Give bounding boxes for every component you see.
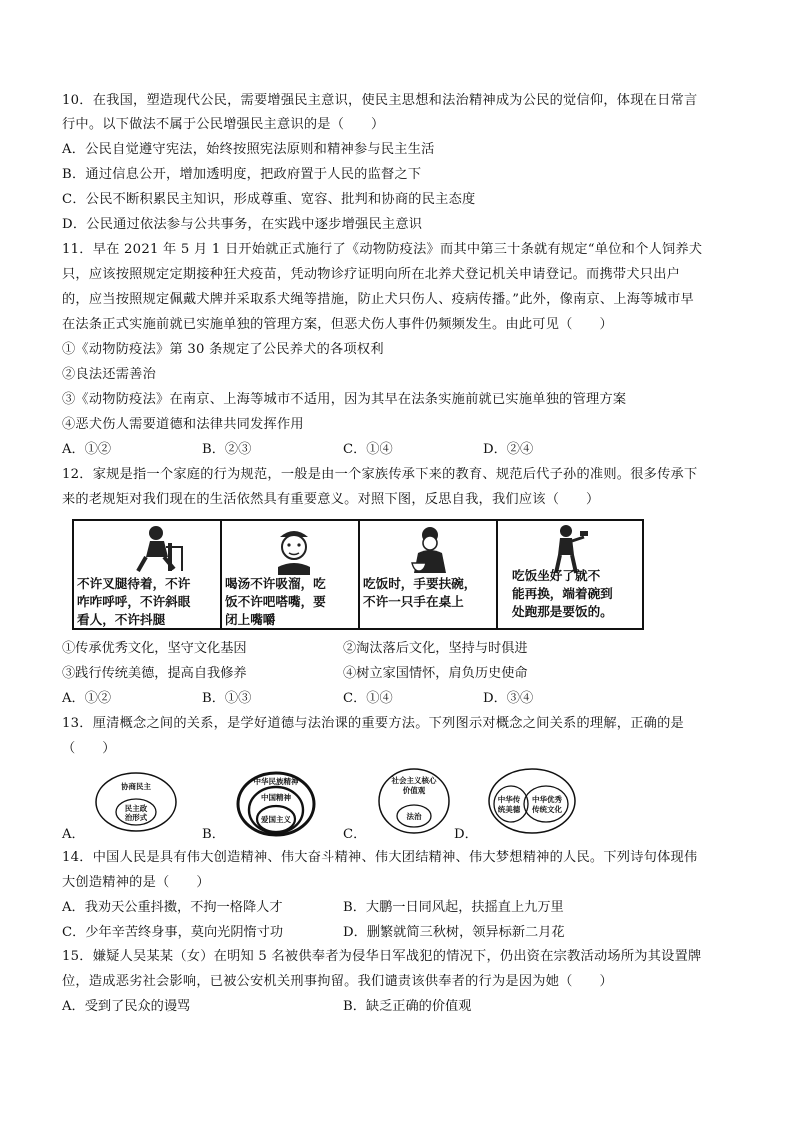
q14-stem-line-2: 大创造精神的是（ ） [62, 875, 210, 890]
comic-panel-2 [222, 521, 360, 628]
q11-statement-1: ①《动物防疫法》第 30 条规定了公民养犬的各项权利 [62, 342, 384, 357]
q12-choice-d: D．③④ [483, 691, 534, 706]
bowl-figure-illustration [402, 523, 458, 575]
q12-statement-1: ①传承优秀文化，坚守文化基因 [62, 641, 247, 656]
q11-stem-line-1: 11．早在 2021 年 5 月 1 日开始就正式施行了《动物防疫法》而其中第三十条就有规定“单位和个人饲养犬 [62, 242, 703, 257]
venn-c-outer-label-1: 社会主义核心 [391, 776, 437, 785]
q13-letter-d: D． [454, 827, 478, 842]
family-rules-comic-strip [72, 519, 644, 630]
q12-stem-line-1: 12．家规是指一个家庭的行为规范，一般是由一个家族传承下来的教育、规范后代子孙的准则。很多传承下 [62, 467, 698, 482]
venn-c-inner-label: 法治 [406, 812, 422, 821]
comic-panel-3 [360, 521, 498, 628]
q15-option-a: A．受到了民众的谩骂 [62, 999, 191, 1014]
q15-stem-line-1: 15．嫌疑人吴某某（女）在明知 5 名被供奉者为侵华日军战犯的情况下，仍出资在宗教活动场所为其设置牌 [62, 949, 702, 964]
q10-option-d: D．公民通过依法参与公共事务，在实践中逐步增强民主意识 [62, 217, 423, 232]
q10-option-c: C．公民不断积累民主知识，形成尊重、宽容、批判和协商的民主态度 [62, 192, 476, 207]
q11-choice-a: A．①② [62, 442, 112, 457]
comic-panel-4-caption: 吃饭坐好了就不 能再换，端着碗到 处跑那是要饭的。 [512, 568, 613, 619]
eating-figure-illustration [266, 523, 322, 575]
venn-diagram-b [234, 770, 320, 838]
q15-option-b: B．缺乏正确的价值观 [343, 999, 472, 1014]
q12-statement-2: ②淘汰落后文化，坚持与时俱进 [343, 641, 528, 656]
q11-stem-line-2: 只，应该按照规定定期接种狂犬疫苗，凭动物诊疗证明向所在北养犬登记机关申请登记。而携带犬只出户 [62, 267, 681, 282]
q11-choice-b: B．②③ [202, 442, 252, 457]
q11-stem-line-3: 的，应当按照规定佩戴犬牌并采取系犬绳等措施，防止犬只伤人、疫病传播。”此外，像南京、上海等城市早 [62, 292, 694, 307]
comic-panel-1-caption: 不许叉腿待着，不许 咋咋呼呼，不许斜眼 看人，不许抖腿 [77, 576, 191, 627]
q11-stem-line-4: 在法条正式实施前就已实施单独的管理方案，但恶犬伤人事件仍频频发生。由此可见（ ） [62, 317, 613, 332]
q10-stem-line-2: 行中。以下做法不属于公民增强民主意识的是（ ） [62, 117, 385, 132]
sitting-figure-illustration [130, 523, 190, 575]
comic-panel-1 [74, 521, 222, 628]
comic-panel-2-caption: 喝汤不许吸溜，吃 饭不许吧嗒嘴，要 闭上嘴嚼 [225, 576, 326, 627]
q14-option-b: B．大鹏一日同风起，扶摇直上九万里 [343, 900, 564, 915]
venn-diagram-d [486, 766, 578, 836]
venn-diagram-a [94, 770, 180, 834]
venn-b-inner-label: 爱国主义 [261, 815, 291, 824]
q15-stem-line-2: 位，造成恶劣社会影响，已被公安机关刑事拘留。我们谴责该供奉者的行为是因为她（ ） [62, 974, 613, 989]
q11-statement-2: ②良法还需善治 [62, 367, 157, 382]
venn-d-left-label-1: 中华传 [497, 795, 521, 804]
q13-letter-a: A． [62, 827, 85, 842]
comic-panel-3-caption: 吃饭时，手要扶碗， 不许一只手在桌上 [363, 576, 477, 609]
q14-option-c: C．少年辛苦终身事，莫向光阴惰寸功 [62, 925, 284, 940]
q11-choice-d: D．②④ [483, 442, 534, 457]
q10-stem-line-1: 10．在我国，塑造现代公民，需要增强民主意识，使民主思想和法治精神成为公民的觉信仰，体现在日常言 [62, 93, 698, 108]
q12-statement-4: ④树立家国情怀，肩负历史使命 [343, 666, 528, 681]
q13-letter-b: B． [202, 827, 225, 842]
comic-panel-4 [498, 521, 642, 628]
venn-diagram-c [377, 766, 453, 836]
q11-choice-c: C．①④ [343, 442, 393, 457]
q14-option-d: D．删繁就简三秋树，领异标新二月花 [343, 925, 565, 940]
venn-a-outer-label: 协商民主 [121, 782, 151, 791]
q13-letter-c: C． [343, 827, 367, 842]
q14-option-a: A．我劝天公重抖擞，不拘一格降人才 [62, 900, 283, 915]
venn-d-left-label-2: 统美德 [497, 805, 521, 814]
q12-choice-c: C．①④ [343, 691, 393, 706]
venn-b-outer-label: 中华民族精神 [253, 777, 299, 786]
q12-statement-3: ③践行传统美德，提高自我修养 [62, 666, 247, 681]
q10-option-b: B．通过信息公开，增加透明度，把政府置于人民的监督之下 [62, 167, 422, 182]
q14-stem-line-1: 14．中国人民是具有伟大创造精神、伟大奋斗精神、伟大团结精神、伟大梦想精神的人民。下列诗句体现伟 [62, 850, 698, 865]
q12-stem-line-2: 来的老规矩对我们现在的生活依然具有重要意义。对照下图，反思自我，我们应该（ ） [62, 492, 600, 507]
venn-b-middle-label: 中国精神 [261, 793, 291, 802]
venn-d-right-label-1: 中华优秀 [532, 795, 562, 804]
q11-statement-4: ④恶犬伤人需要道德和法律共同发挥作用 [62, 417, 304, 432]
q12-choice-b: B．①③ [202, 691, 252, 706]
q12-choice-a: A．①② [62, 691, 112, 706]
venn-d-right-label-2: 传统文化 [532, 805, 562, 814]
q10-option-a: A．公民自觉遵守宪法，始终按照宪法原则和精神参与民主生活 [62, 142, 435, 157]
venn-a-inner-label-1: 民主政 [124, 804, 148, 813]
q13-stem-line-2: （ ） [62, 741, 116, 756]
venn-a-inner-label-2: 治形式 [124, 813, 148, 822]
q13-stem-line-1: 13．厘清概念之间的关系，是学好道德与法治课的重要方法。下列图示对概念之间关系的理解，正确的是 [62, 716, 684, 731]
q11-statement-3: ③《动物防疫法》在南京、上海等城市不适用，因为其早在法条实施前就已实施单独的管理方案 [62, 392, 627, 407]
venn-c-outer-label-2: 价值观 [402, 786, 426, 795]
